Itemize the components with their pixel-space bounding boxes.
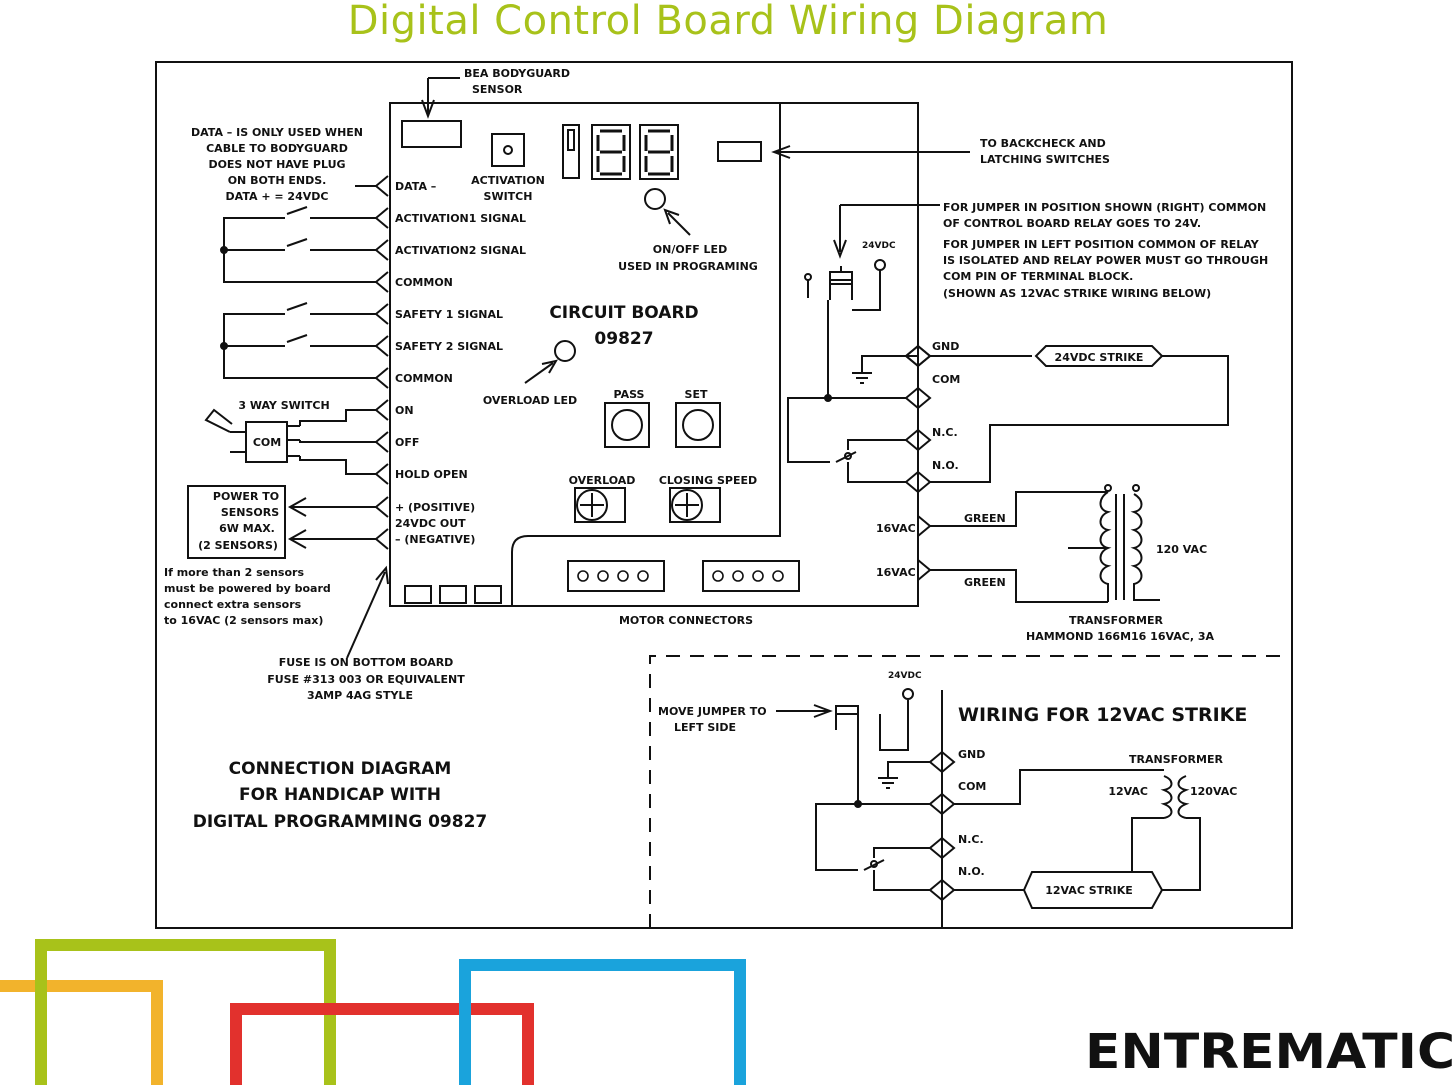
fuse-note-3: 3AMP 4AG STYLE [307,689,413,702]
vac16-label-1: 16VAC [876,522,916,535]
connection-diagram-2: FOR HANDICAP WITH [238,785,442,805]
green-label-1: GREEN [964,512,1006,525]
onoff-led [645,189,665,209]
hammond-label: HAMMOND 166M16 16VAC, 3A [1025,630,1215,643]
vac16-label-2: 16VAC [876,566,916,579]
data-note-5: DATA + = 24VDC [225,190,329,203]
more-sensors-2: must be powered by board [164,582,331,595]
v24-label: 24VDC [862,241,896,251]
pass-label: PASS [613,388,645,401]
red-square [236,1009,528,1085]
activation-switch [492,134,524,166]
term-common-2: COMMON [395,372,453,385]
nc-label: N.C. [932,426,958,439]
yellow-square [0,986,157,1085]
data-note-2: CABLE TO BODYGUARD [206,142,348,155]
blue-square [465,965,740,1085]
gnd-label: GND [932,340,960,353]
activation-switch-label-1: ACTIVATION [471,174,545,187]
fuse-note-2: FUSE #313 003 OR EQUIVALENT [267,673,465,686]
more-sensors-3: connect extra sensors [164,598,302,611]
power-label-4: (2 SENSORS) [198,539,278,552]
no-label-2: N.O. [958,865,985,878]
more-sensors-1: If more than 2 sensors [164,566,305,579]
jumper-note-1: FOR JUMPER IN POSITION SHOWN (RIGHT) COMMON [943,201,1267,214]
move-jumper-1: MOVE JUMPER TO [658,705,767,718]
jumper-note-5: COM PIN OF TERMINAL BLOCK. [943,270,1134,283]
data-note-1: DATA – IS ONLY USED WHEN [191,126,363,139]
more-sensors-4: to 16VAC (2 sensors max) [164,614,324,627]
overload-led-label: OVERLOAD LED [482,394,578,407]
term-pos: + (POSITIVE) [395,501,476,514]
connection-diagram-1: CONNECTION DIAGRAM [228,759,452,779]
strike24-label: 24VDC STRIKE [1054,351,1144,364]
fuse-note-1: FUSE IS ON BOTTOM BOARD [278,656,454,669]
jumper-note-6: (SHOWN AS 12VAC STRIKE WIRING BELOW) [943,287,1212,300]
motor-connector-1 [568,561,664,591]
bea-label-1: BEA BODYGUARD [464,67,571,80]
onoff-led-label-2: USED IN PROGRAMING [618,260,758,273]
brand-squares [0,935,760,1085]
move-jumper-2: LEFT SIDE [674,721,737,734]
com-label: COM [932,373,961,386]
bea-label-2: SENSOR [472,83,523,96]
transformer-label-2: TRANSFORMER [1129,753,1223,766]
term-common-1: COMMON [395,276,453,289]
activation-switch-label-2: SWITCH [483,190,533,203]
transformer-label: TRANSFORMER [1069,614,1163,627]
entrematic-logo [1085,1020,1456,1076]
circuit-board-label: CIRCUIT BOARD [549,303,699,323]
term-safety2: SAFETY 2 SIGNAL [395,340,504,353]
v24-label-2: 24VDC [888,671,922,681]
motor-connector-2 [703,561,799,591]
term-act2: ACTIVATION2 SIGNAL [395,244,527,257]
motor-connectors-label: MOTOR CONNECTORS [618,614,754,627]
term-act1: ACTIVATION1 SIGNAL [395,212,527,225]
closing-speed-label: CLOSING SPEED [658,474,758,487]
term-safety1: SAFETY 1 SIGNAL [395,308,504,321]
nc-label-2: N.C. [958,833,984,846]
overload-label: OVERLOAD [568,474,636,487]
set-label: SET [684,388,708,401]
term-off: OFF [395,436,420,449]
power-label-2: SENSORS [220,506,280,519]
term-hold: HOLD OPEN [395,468,468,481]
term-neg: – (NEGATIVE) [395,533,476,546]
data-note-3: DOES NOT HAVE PLUG [208,158,346,171]
no-label: N.O. [932,459,959,472]
com-label-2: COM [958,780,987,793]
three-way-label: 3 WAY SWITCH [238,399,330,412]
vac12-label: 12VAC [1108,785,1148,798]
term-on: ON [395,404,414,417]
jumper-note-4: IS ISOLATED AND RELAY POWER MUST GO THROUGH [943,254,1269,267]
data-note-4: ON BOTH ENDS. [227,174,327,187]
vac120-label: 120 VAC [1156,543,1208,556]
term-data: DATA – [395,180,437,193]
wiring-12vac-title: WIRING FOR 12VAC STRIKE [958,704,1248,726]
overload-led [555,341,575,361]
backcheck-note-2: LATCHING SWITCHES [980,153,1110,166]
strike12-label: 12VAC STRIKE [1045,884,1133,897]
power-label-3: 6W MAX. [219,522,275,535]
backcheck-note-1: TO BACKCHECK AND [980,137,1106,150]
backcheck-connector [718,142,761,161]
jumper-note-2: OF CONTROL BOARD RELAY GOES TO 24V. [943,217,1202,230]
gnd-label-2: GND [958,748,986,761]
com-box-label: COM [252,436,282,449]
vac120b-label: 120VAC [1190,785,1238,798]
brand-text: ENTREMATIC [1085,1024,1455,1076]
connection-diagram-3: DIGITAL PROGRAMMING 09827 [192,812,488,832]
circuit-board-number: 09827 [594,329,654,349]
page-title: Digital Control Board Wiring Diagram [347,0,1109,44]
power-label-1: POWER TO [212,490,280,503]
term-out: 24VDC OUT [395,517,466,530]
jumper-note-3: FOR JUMPER IN LEFT POSITION COMMON OF RELAY [943,238,1259,251]
green-label-2: GREEN [964,576,1006,589]
bodyguard-connector [402,121,461,147]
onoff-led-label-1: ON/OFF LED [652,243,728,256]
